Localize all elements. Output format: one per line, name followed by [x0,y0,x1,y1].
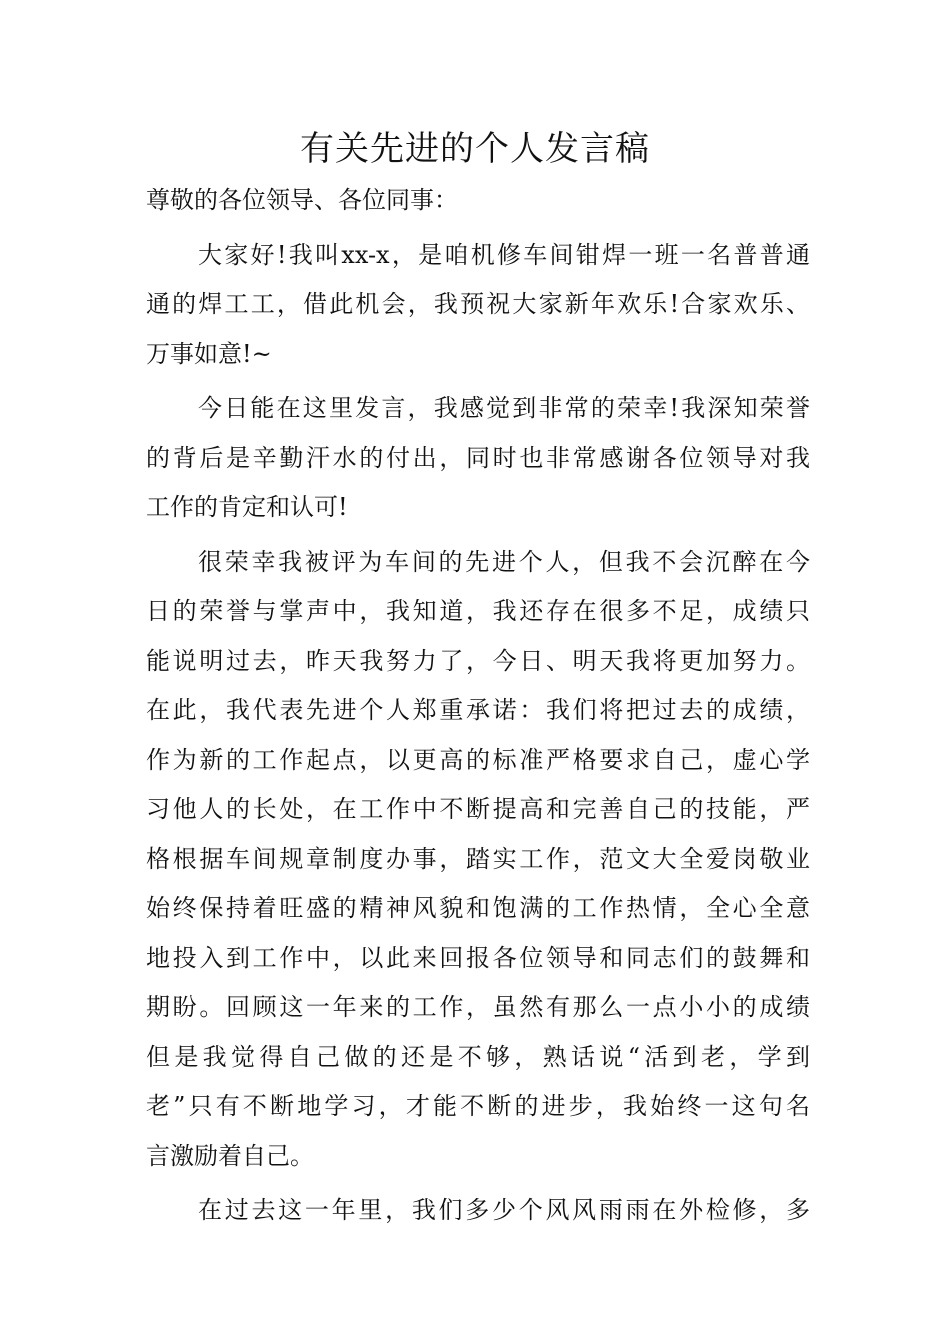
paragraph-line: 始终保持着旺盛的精神风貌和饱满的工作热情，全心全意 [146,894,810,922]
paragraph-line: 万事如意!~ [146,339,272,368]
paragraph-line: 在过去这一年里，我们多少个风风雨雨在外检修，多 [198,1196,810,1224]
paragraph-line: 大家好!我叫xx-x，是咱机修车间钳焊一班一名普普通 [198,240,810,269]
paragraph-line: 言激励着自己。 [146,1141,314,1170]
paragraph [146,1186,810,1236]
paragraph-line: 作为新的工作起点，以更高的标准严格要求自己，虚心学 [146,745,810,774]
paragraph-line: 在此，我代表先进个人郑重承诺：我们将把过去的成绩， [146,696,810,724]
paragraph-line: 期盼。回顾这一年来的工作，虽然有那么一点小小的成绩 [146,993,810,1021]
paragraph-line: 工作的肯定和认可! [146,493,348,521]
paragraph-line: 很荣幸我被评为车间的先进个人，但我不会沉醉在今 [198,547,810,576]
paragraph [146,231,810,380]
paragraph-line: 通的焊工工，借此机会，我预祝大家新年欢乐!合家欢乐、 [146,290,810,318]
paragraph-line: 格根据车间规章制度办事，踏实工作，范文大全爱岗敬业 [146,844,810,873]
paragraph-line: 但是我觉得自己做的还是不够，熟话说“活到老，学到 [146,1042,810,1071]
paragraph-line: 老”只有不断地学习，才能不断的进步，我始终一这句名 [146,1092,810,1120]
document-title: 有关先进的个人发言稿 [300,129,650,169]
document-body [146,176,810,1236]
paragraph-line: 习他人的长处，在工作中不断提高和完善自己的技能，严 [146,795,810,823]
paragraph-line: 地投入到工作中，以此来回报各位领导和同志们的鼓舞和 [146,943,810,972]
salutation: 尊敬的各位领导、各位同事： [146,186,458,214]
paragraph-line: 的背后是辛勤汗水的付出，同时也非常感谢各位领导对我 [146,443,810,472]
paragraph [146,384,810,533]
paragraph-line: 日的荣誉与掌声中，我知道，我还存在很多不足，成绩只 [146,597,810,625]
paragraph-line: 今日能在这里发言，我感觉到非常的荣幸!我深知荣誉 [198,394,810,422]
paragraph [146,538,810,1182]
paragraph-line: 能说明过去，昨天我努力了，今日、明天我将更加努力。 [146,646,810,675]
